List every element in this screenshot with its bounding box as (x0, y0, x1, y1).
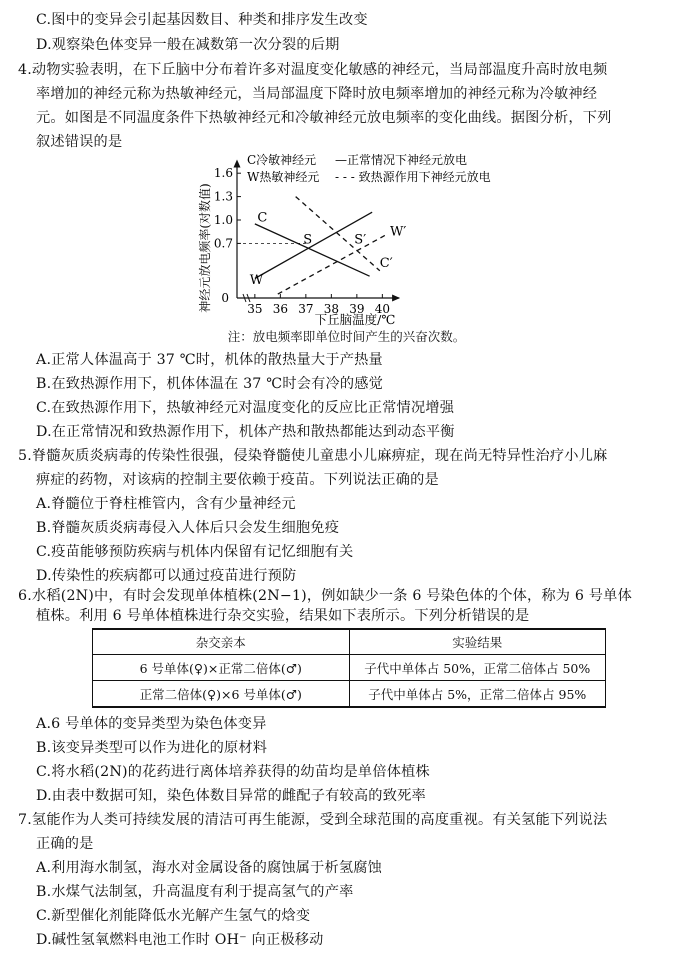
q4-option-a: A.正常人体温高于 37 ℃时，机体的散热量大于产热量 (36, 352, 383, 368)
legend-cold-neuron: C冷敏神经元 (247, 153, 317, 167)
y-axis-arrow (234, 160, 241, 168)
chart-note: 注：放电频率即单位时间产生的兴奋次数。 (227, 329, 466, 344)
legend-solid: —正常情况下神经元放电 (335, 153, 468, 167)
x-tick-label: 38 (323, 302, 339, 316)
q6-option-a: A.6 号单体的变异类型为染色体变异 (36, 716, 267, 732)
q4-option-c: C.在致热源作用下，热敏神经元对温度变化的反应比正常情况增强 (36, 400, 455, 416)
q6-option-c: C.将水稻(2N)的花药进行离体培养获得的幼苗均是单倍体植株 (36, 764, 430, 780)
q7-stem-1: 7.氢能作为人类可持续发展的清洁可再生能源，受到全球范围的高度重视。有关氢能下列说法 (18, 812, 608, 828)
q3-option-d: D.观察染色体变异一般在减数第一次分裂的后期 (36, 37, 340, 53)
q5-option-a: A.脊髓位于脊柱椎管内，含有少量神经元 (36, 496, 296, 512)
q4-option-b: B.在致热源作用下，机体体温在 37 ℃时会有冷的感觉 (36, 376, 384, 392)
x-tick-label: 37 (298, 302, 314, 316)
cross-experiment-table (92, 628, 606, 708)
q4-stem-3: 元。如图是不同温度条件下热敏神经元和冷敏神经元放电频率的变化曲线。据图分析，下列 (36, 110, 612, 126)
table-cell: 正常二倍体(♀)×6 号单体(♂) (93, 681, 350, 708)
q3-option-c: C.图中的变异会引起基因数目、种类和排序发生改变 (36, 12, 368, 28)
table-cell: 子代中单体占 5%，正常二倍体占 95% (349, 681, 606, 708)
curve-label: C (257, 210, 268, 226)
q7-option-b: B.水煤气法制氢，升高温度有利于提高氢气的产率 (36, 884, 354, 900)
table-header-parents: 杂交亲本 (93, 629, 350, 655)
y-tick-label: 1.3 (213, 189, 233, 204)
chart-svg (185, 148, 495, 348)
q4-option-d: D.在正常情况和致热源作用下，机体产热和散热都能达到动态平衡 (36, 424, 455, 440)
curve-label: W (249, 272, 264, 288)
y-tick-label: 0.7 (213, 236, 233, 251)
q6-stem-2: 植株。利用 6 号单体植株进行杂交实验，结果如下表所示。下列分析错误的是 (36, 608, 530, 624)
y-tick-label: 1.6 (213, 166, 233, 181)
q6-option-b: B.该变异类型可以作为进化的原材料 (36, 740, 268, 756)
y-tick-label: 0 (221, 291, 229, 305)
series-line-fever-wprime (278, 234, 388, 294)
x-tick-label: 35 (247, 302, 263, 316)
q5-option-b: B.脊髓灰质炎病毒侵入人体后只会发生细胞免疫 (36, 520, 340, 536)
q4-stem-2: 率增加的神经元称为热敏神经元，当局部温度下降时放电频率增加的神经元称为冷敏神经 (36, 86, 598, 102)
y-tick-label: 1.0 (213, 213, 233, 227)
table-row (93, 681, 606, 708)
q5-option-c: C.疫苗能够预防疾病与机体内保留有记忆细胞有关 (36, 544, 354, 560)
x-axis-arrow (392, 295, 400, 302)
q4-stem-4: 叙述错误的是 (36, 134, 123, 150)
x-tick-label: 40 (374, 302, 390, 316)
table-cell: 6 号单体(♀)×正常二倍体(♂) (93, 655, 350, 681)
table-header-row (93, 629, 606, 655)
curve-label: S (303, 232, 313, 248)
q7-stem-2: 正确的是 (36, 836, 94, 852)
q6-option-d: D.由表中数据可知，染色体数目异常的雌配子有较高的致死率 (36, 788, 426, 804)
q5-stem-1: 5.脊髓灰质炎病毒的传染性很强，侵染脊髓使儿童患小儿麻痹症，现在尚无特异性治疗小儿麻 (18, 448, 608, 464)
x-tick-label: 36 (272, 302, 288, 316)
q7-option-c: C.新型催化剂能降低水光解产生氢气的焓变 (36, 908, 311, 924)
table-row (93, 655, 606, 681)
y-axis-label: 神经元放电频率(对数值) (198, 183, 212, 313)
chart-series (255, 197, 388, 295)
curve-label: C′ (379, 255, 393, 271)
q6-stem-1: 6.水稻(2N)中，有时会发现单体植株(2N−1)，例如缺少一条 6 号染色体的个体，称为 6 号单体 (18, 588, 632, 604)
curve-label: W′ (390, 224, 407, 240)
q5-stem-2: 痹症的药物，对该病的控制主要依赖于疫苗。下列说法正确的是 (36, 472, 439, 488)
neuron-discharge-chart (185, 148, 495, 348)
q4-stem-1: 4.动物实验表明，在下丘脑中分布着许多对温度变化敏感的神经元，当局部温度升高时放电频 (18, 62, 608, 78)
legend-dashed: - - - 致热源作用下神经元放电 (335, 170, 491, 184)
q7-option-d: D.碱性氢氧燃料电池工作时 OH⁻ 向正极移动 (36, 932, 324, 948)
chart-annotations (250, 211, 407, 288)
q5-option-d: D.传染性的疾病都可以通过疫苗进行预防 (36, 568, 297, 584)
x-tick-label: 39 (349, 302, 365, 316)
curve-label: S′ (354, 232, 367, 248)
table-header-results: 实验结果 (349, 629, 606, 655)
legend-warm-neuron: W热敏神经元 (247, 170, 320, 184)
table-cell: 子代中单体占 50%，正常二倍体占 50% (349, 655, 606, 681)
x-axis-label: 下丘脑温度/℃ (314, 312, 396, 327)
q7-option-a: A.利用海水制氢，海水对金属设备的腐蚀属于析氢腐蚀 (36, 860, 383, 876)
